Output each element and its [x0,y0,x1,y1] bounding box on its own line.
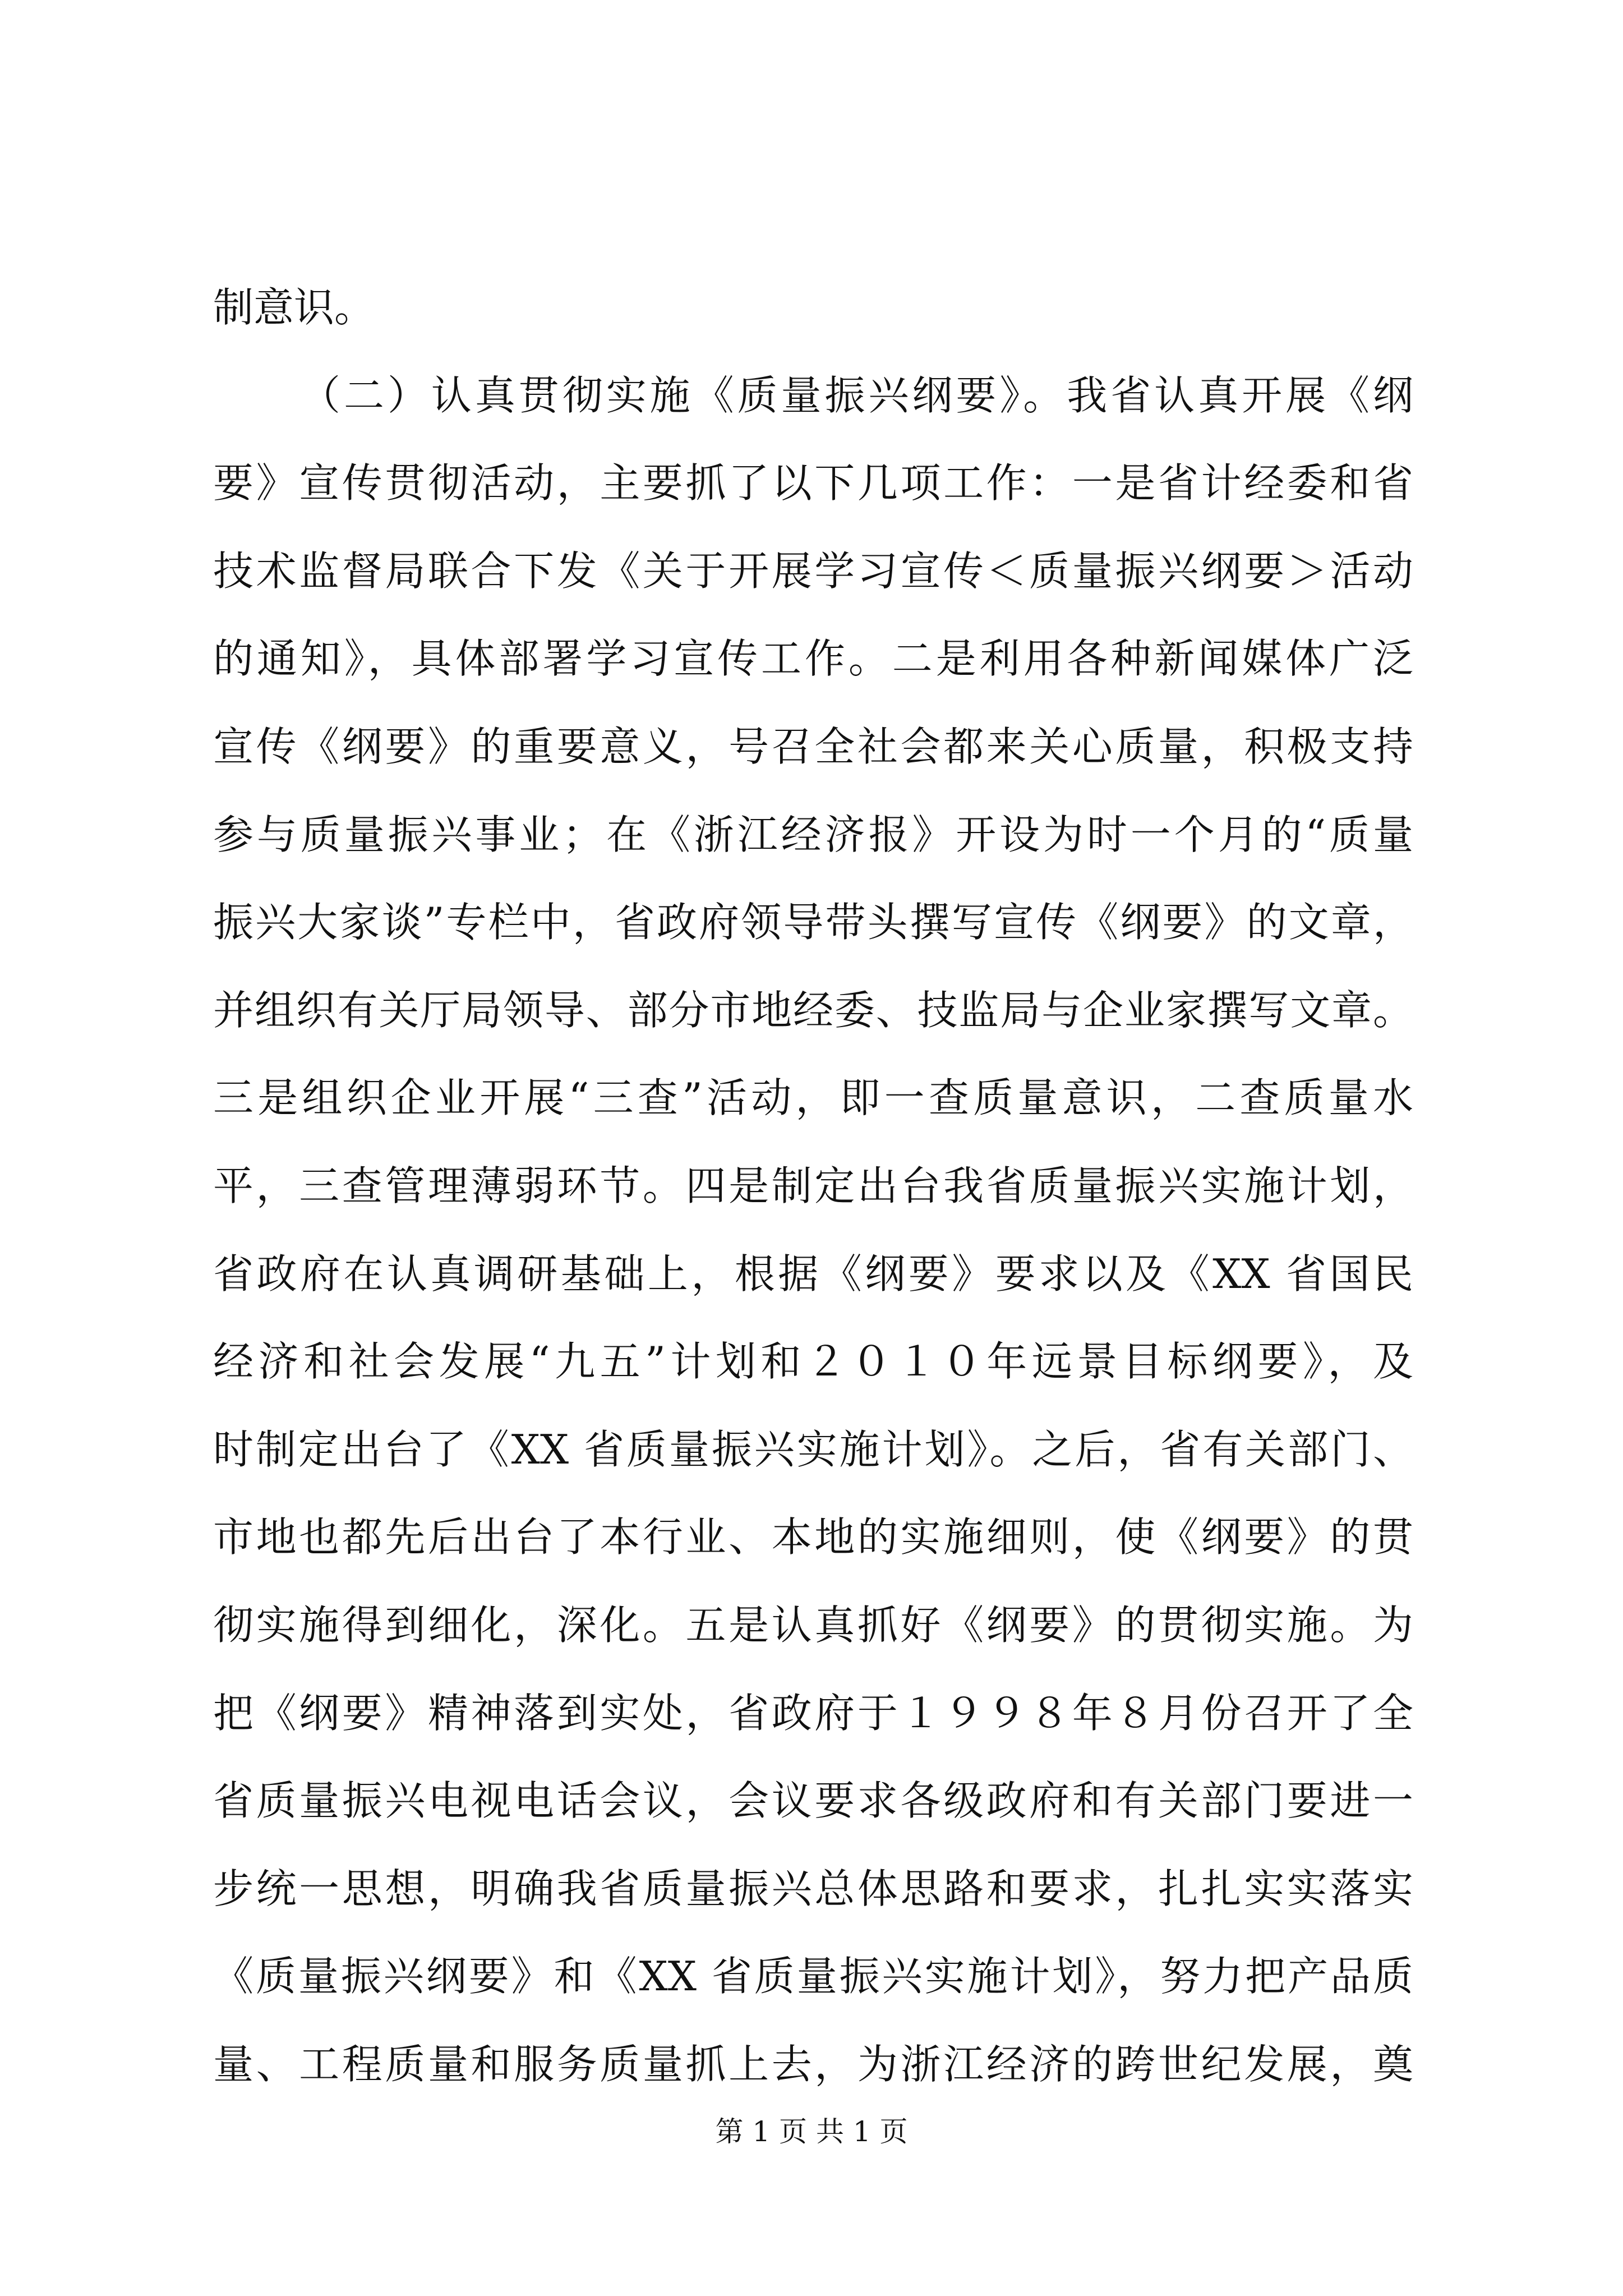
text-line: 参与质量振兴事业；在《浙江经济报》开设为时一个月的“质量 [213,811,1413,858]
text-line: 技术监督局联合下发《关于开展学习宣传＜质量振兴纲要＞活动 [213,547,1413,595]
text-line: 省政府在认真调研基础上，根据《纲要》要求以及《XX 省国民 [213,1250,1413,1297]
text-line: 三是组织企业开展“三查”活动，即一查质量意识，二查质量水 [213,1074,1413,1122]
text-line: 的通知》，具体部署学习宣传工作。二是利用各种新闻媒体广泛 [213,635,1413,683]
text-line: 《质量振兴纲要》和《XX 省质量振兴实施计划》，努力把产品质 [213,1953,1413,2000]
text-line: 彻实施得到细化，深化。五是认真抓好《纲要》的贯彻实施。为 [213,1601,1413,1649]
text-line: （二）认真贯彻实施《质量振兴纲要》。我省认真开展《纲 [300,371,1413,419]
text-line: 振兴大家谈”专栏中，省政府领导带头撰写宣传《纲要》的文章， [213,899,1413,946]
text-line: 宣传《纲要》的重要意义，号召全社会都来关心质量，积极支持 [213,723,1413,770]
text-line: 平，三查管理薄弱环节。四是制定出台我省质量振兴实施计划， [213,1162,1413,1209]
text-line: 省质量振兴电视电话会议，会议要求各级政府和有关部门要进一 [213,1777,1413,1825]
text-line: 量、工程质量和服务质量抓上去，为浙江经济的跨世纪发展，奠 [213,2040,1413,2088]
text-line: 把《纲要》精神落到实处，省政府于１９９８年８月份召开了全 [213,1689,1413,1737]
text-line: 步统一思想，明确我省质量振兴总体思路和要求，扎扎实实落实 [213,1865,1413,1912]
body-text [213,264,1413,2108]
page-footer [0,2115,1623,2148]
text-line: 要》宣传贯彻活动，主要抓了以下几项工作：一是省计经委和省 [213,459,1413,507]
text-line: 时制定出台了《XX 省质量振兴实施计划》。之后，省有关部门、 [213,1425,1413,1473]
text-line: 并组织有关厅局领导、部分市地经委、技监局与企业家撰写文章。 [213,986,1413,1034]
text-line: 经济和社会发展“九五”计划和２０１０年远景目标纲要》，及 [213,1338,1413,1386]
page-number-label: 第 1 页 共 1 页 [715,2115,908,2148]
text-line: 制意识。 [213,284,375,331]
text-line: 市地也都先后出台了本行业、本地的实施细则，使《纲要》的贯 [213,1513,1413,1561]
